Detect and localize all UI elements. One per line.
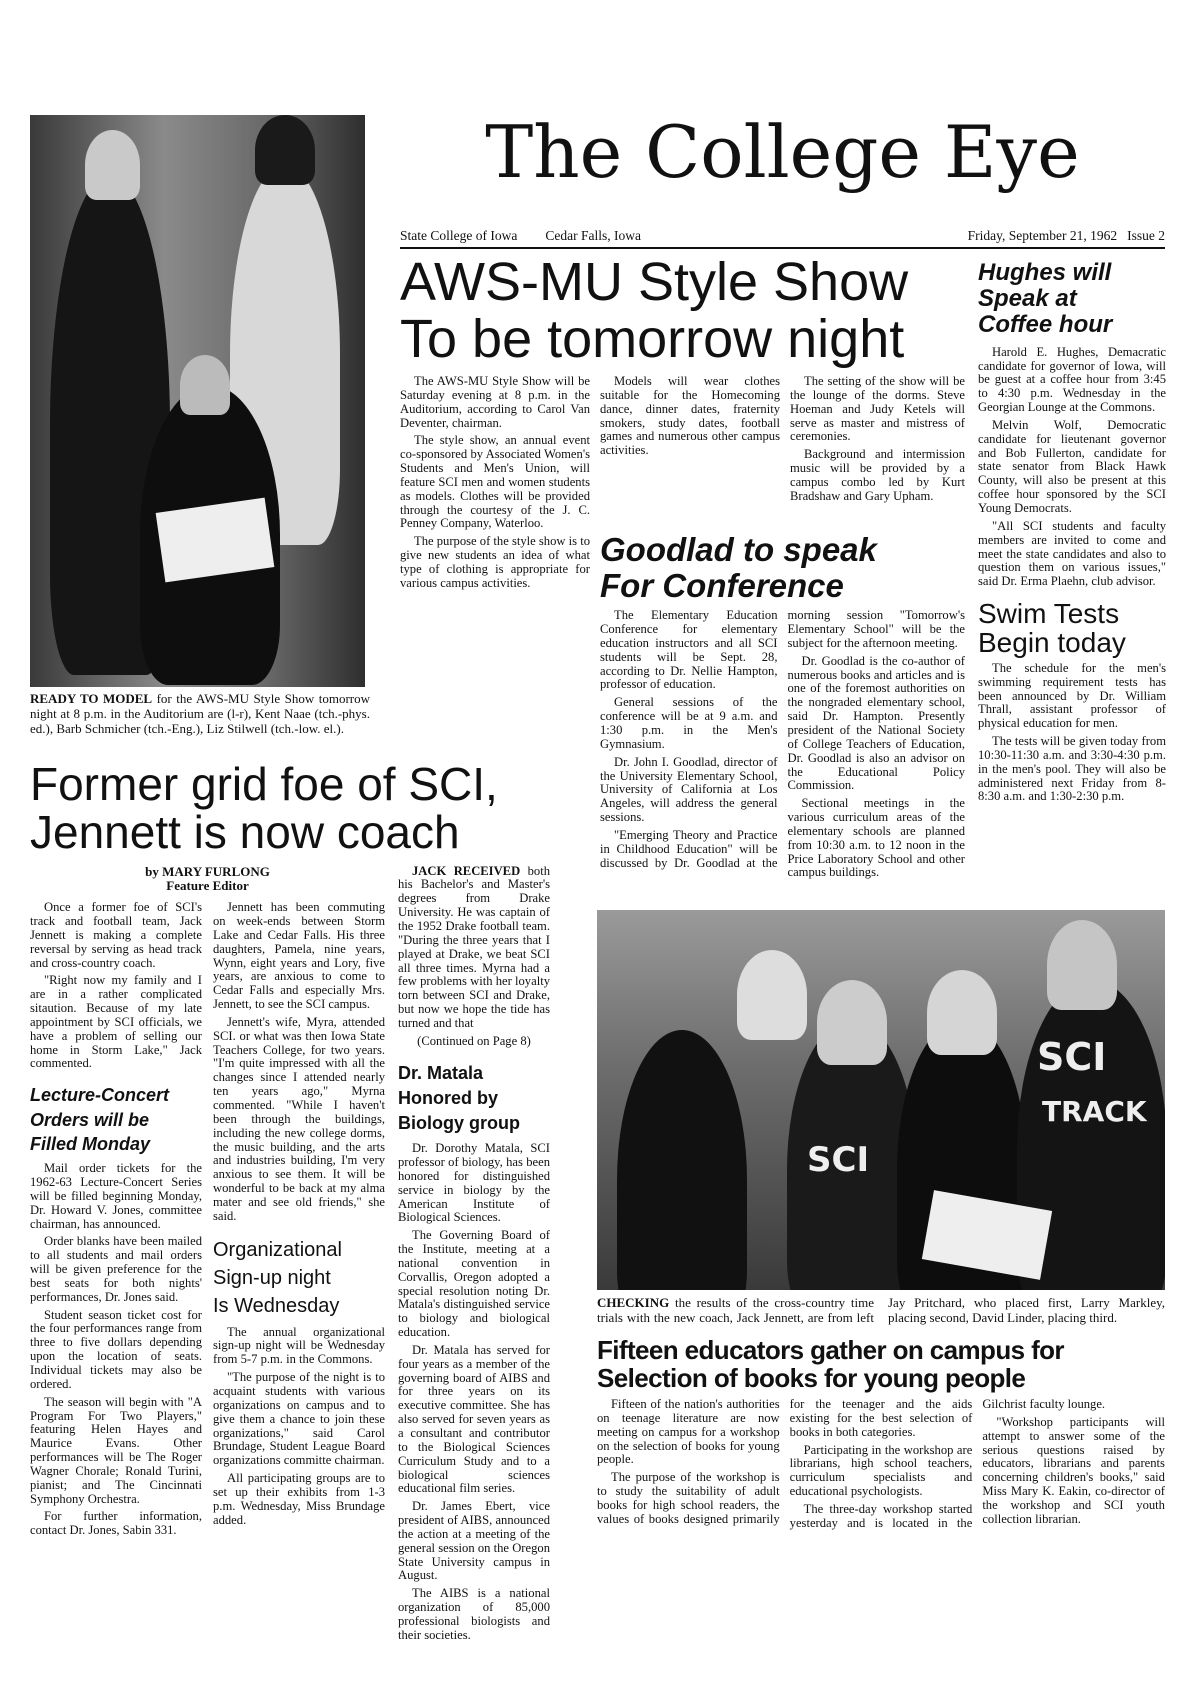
fifteen-article-body	[597, 1398, 1165, 1531]
paragraph: Background and intermission music will be provided by a campus combo led by Kurt Bradshaw and Gary Upham.	[790, 447, 965, 503]
headline-line: AWS-MU Style Show	[400, 252, 909, 312]
bottom-left-section	[30, 760, 550, 1647]
paragraph: The purpose of the workshop is to study the suitability of adult books for high school readers, the values of books designed primarily for the teenager and the aids existing for the best selection of books in both categories.	[597, 1397, 973, 1526]
headline-line: Begin today	[978, 627, 1126, 659]
track-team-photo-caption	[597, 1296, 1165, 1326]
aws-article-column	[400, 375, 590, 595]
paragraph: The AWS-MU Style Show will be Saturday evening at 8 p.m. in the Auditorium, according to Carol Van Deventer, chairman.	[400, 374, 590, 430]
paragraph: Dr. Goodlad is the co-author of numerous books and articles and is one of the foremost authorities on the nongraded elementary school, said Dr. Hampton. Presently president of the National Society of College Teachers of Education, Dr. Goodlad is also an advisor on the Educational Policy Commission.	[787, 653, 965, 793]
shirt-lettering: SCI	[807, 1140, 870, 1180]
caption-lead: CHECKING	[597, 1295, 670, 1310]
goodlad-article	[600, 532, 965, 880]
headline-line: Honored by	[398, 1087, 499, 1108]
headline-line: To be tomorrow night	[400, 308, 905, 369]
paragraph: The style show, an annual event co-sponsored by Associated Women's Students and Men's Union, will feature SCI men and women students as models. Clothes will be provided through the courtesy of the J. C. Penney Company, Waterloo.	[400, 433, 590, 531]
paragraph: "Emerging Theory and Practice in Childhood Education" will be discussed by Dr. Goodlad at the morning session "Tomorrow's Elementary School" will be the subject for the afternoon meeting.	[600, 608, 965, 870]
dateline	[400, 228, 1165, 249]
paragraph: The setting of the show will be the lounge of the dorms. Steve Hoeman and Judy Ketels will serve as master and mistress of ceremonies.	[790, 374, 965, 444]
paragraph: Dr. Dorothy Matala, SCI professor of biology, has been honored for distinguished service in biology by the American Institute of Biological Sciences.	[398, 1141, 550, 1225]
bottom-right-section	[597, 910, 1165, 1531]
byline-title: Feature Editor	[166, 877, 249, 893]
city: Cedar Falls, Iowa	[545, 228, 641, 243]
headline-line: Sign-up night	[213, 1266, 331, 1289]
byline-author: by MARY FURLONG	[145, 863, 270, 879]
paragraph: Participating in the workshop are librarians, high school teachers, curriculum specialists and educational psychologists.	[789, 1442, 973, 1499]
headline-line: Goodlad to speak	[600, 531, 877, 568]
paragraph: Dr. Matala has served for four years as a member of the governing board of AIBS and for three years on its executive committee. She has also served for seven years as a consultant and contributor to the Biological Sciences Curriculum Study and to a biological sciences educational film series.	[398, 1342, 550, 1496]
paragraph: Student season ticket cost for the four performances range from three to five dollars depending upon the location of seats. Individual tickets may also be ordered.	[30, 1307, 202, 1391]
headline-line: Speak at	[978, 284, 1077, 312]
style-show-photo-caption	[30, 692, 370, 737]
lecture-headline	[30, 1083, 202, 1156]
paragraph: "The purpose of the night is to acquaint students with various organizations on campus and to give them a chance to join these organizations," said Carol Brundage, Student League Board organizations committe chairman.	[213, 1370, 385, 1468]
paragraph: Jennett has been commuting on week-ends between Storm Lake and Cedar Falls. His three daughters, Pamela, nine years, Wynn, eight years and Lory, five years, are anxious to come to Cedar Falls and especially Mrs. Jennett, to see the SCI campus.	[213, 900, 385, 1012]
headline-line: Swim Tests	[978, 598, 1120, 630]
headline-line: Coffee hour	[978, 310, 1113, 338]
byline	[30, 865, 385, 894]
swim-headline	[978, 599, 1166, 658]
headline-line: Former grid foe of SCI,	[30, 758, 498, 810]
paragraph: "Workshop participants will attempt to answer some of the serious questions raised by educators, librarians and parents concerning children's books," said Miss Mary K. Eakin, co-director of the workshop and SCI youth collection librarian.	[982, 1414, 1165, 1526]
paragraph: Mail order tickets for the 1962-63 Lecture-Concert Series will be filled beginning Monday, Dr. Howard V. Jones, committee chairman, has announced.	[30, 1161, 202, 1231]
hughes-headline	[978, 260, 1166, 338]
headline-line: Fifteen educators gather on campus for	[597, 1334, 1064, 1365]
lecture-article-body	[30, 1162, 202, 1538]
paragraph: Harold E. Hughes, Demacratic candidate for governor of Iowa, will be guest at a coffee hour from 3:45 to 4:30 p.m. Wednesday in the Georgian Lounge at the Commons.	[978, 344, 1166, 415]
matala-headline	[398, 1061, 550, 1137]
jennett-article-continued	[398, 865, 550, 1049]
paragraph: Models will wear clothes suitable for the Homecoming dance, dinner dates, fraternity smokers, study dates, football games and numerous other campus activities.	[600, 374, 780, 458]
paragraph: The tests will be given today from 10:30-11:30 a.m. and 3:30-4:30 p.m. in the men's pool. They will also be administered next Friday from 8-8:30 a.m. and 1:30-2:30 p.m.	[978, 734, 1166, 804]
jennett-article-column	[213, 901, 385, 1223]
hughes-article-body	[978, 346, 1166, 589]
caption-text: for the AWS-MU Style Show tomorrow night at 8 p.m. in the Auditorium are (l-r), Kent Naae (tch.-phys. ed.), Barb Schmicher (tch.-Eng.), Liz Stilwell (tch.-low. el.).	[30, 691, 370, 736]
swim-article-body	[978, 662, 1166, 804]
headline-line: For Conference	[600, 566, 844, 604]
paragraph: Jennett's wife, Myra, attended SCI. or what was then Iowa State Teachers College, for two years. "I'm quite impressed with all the changes since I attended nearly ten years ago," Myrna commented. "While I haven't been through the buildings, including the new college dorms, the music building, and the arts and industries building, I'm very anxious to see them. It will be wonderful to be back at my alma mater and see old friends," she said.	[213, 1014, 385, 1223]
paragraph: General sessions of the conference will be at 9 a.m. and 1:30 p.m. in the Men's Gymnasium.	[600, 695, 778, 751]
paragraph: The Governing Board of the Institute, meeting at a national convention in Corvallis, Oregon adopted a special resolution noting Dr. Matala's distinguished service to biology and biological education.	[398, 1228, 550, 1340]
headline-line: Biology group	[398, 1112, 520, 1133]
paragraph: The purpose of the style show is to give new students an idea of what type of clothing is appropriate for various campus activities.	[400, 534, 590, 590]
aws-article-column	[600, 375, 780, 462]
paragraph: both his Bachelor's and Master's degrees from Drake University. He was captain of the 1952 Drake football team. "During the three years that I played at Drake, we beat SCI all three times. Myrna had a few problems with her loyalty torn between SCI and Drake, but now we hope the tide has turned and that	[398, 863, 550, 1030]
paragraph: The annual organizational sign-up night will be Wednesday from 5-7 p.m. in the Commons.	[213, 1324, 385, 1367]
paragraph: The three-day workshop started yesterday and is located in the Gilchrist faculty lounge.	[789, 1397, 1106, 1530]
paragraph: Order blanks have been mailed to all students and mail orders will be given preference for the best seats for both nights' performances, Dr. Jones said.	[30, 1234, 202, 1304]
paragraph: Dr. John I. Goodlad, director of the University Elementary School, University of California at Los Angeles, will address the general sessions.	[600, 754, 778, 825]
paragraph: The Elementary Education Conference for elementary education instructors and all SCI students will be Sept. 28, according to Dr. Nellie Hampton, professor of education.	[600, 608, 778, 692]
paragraph: The season will begin with "A Program For Two Players," featuring Helen Hayes and Maurice Evans. Other performances will be The Roger Wagner Chorale; Ronald Turini, pianist; and The Cincinnati Symphony Orchestra.	[30, 1394, 202, 1506]
paragraph: Sectional meetings in the various curriculum areas of the elementary schools are planned from 10:30 a.m. to 12 noon in the Price Laboratory School and other campus buildings.	[787, 796, 965, 880]
track-team-photo	[597, 910, 1165, 1290]
headline-line: Hughes will	[978, 259, 1112, 286]
goodlad-article-body	[600, 609, 965, 880]
continued-link[interactable]: (Continued on Page 8)	[417, 1033, 531, 1048]
headline-line: Orders will be	[30, 1109, 150, 1130]
paragraph: Fifteen of the nation's authorities on teenage literature are now meeting on campus for a workshop on the selection of books for young people.	[597, 1397, 780, 1467]
headline-line: Selection of books for young people	[597, 1362, 1026, 1393]
issue-number: Issue 2	[1127, 228, 1165, 243]
paragraph: All participating groups are to set up their exhibits from 1-3 p.m. Wednesday, Miss Brundage added.	[213, 1471, 385, 1527]
aws-article-column	[790, 375, 965, 508]
paragraph: Melvin Wolf, Democratic candidate for lieutenant governor and Bob Fullerton, candidate for state senator from Black Hawk County, will also be present at this coffee hour sponsored by the SCI Young Democrats.	[978, 417, 1166, 515]
matala-article-body	[398, 1142, 550, 1643]
right-column	[978, 260, 1166, 808]
paragraph: The AIBS is a national organization of 85,000 professional biologists and their societies.	[398, 1586, 550, 1642]
masthead-title: The College Eye	[485, 110, 1080, 194]
headline-line: Jennett is now coach	[30, 806, 460, 859]
caption-text: the results of the cross-country time trials with the new coach, Jack Jennett, are from left Jay Pritchard, who placed first, Larry Markley, placing second, David Linder, placing third.	[597, 1295, 1165, 1325]
paragraph: Dr. James Ebert, vice president of AIBS, announced the action at a meeting of the general session on the Oregon State University campus in August.	[398, 1499, 550, 1583]
organizational-article-body	[213, 1326, 385, 1528]
fifteen-headline	[597, 1336, 1165, 1392]
paragraph: "Right now my family and I are in a rather complicated sitaution. Because of my late appointment by SCI officials, we have a problem of selling our home in Storm Lake," Jack commented.	[30, 973, 202, 1071]
headline-line: Lecture-Concert	[30, 1085, 170, 1106]
goodlad-headline	[600, 532, 965, 603]
paragraph: "All SCI students and faculty members are invited to come and meet the state candidates and also to question them on various issues," said Dr. Erma Plaehn, club advisor.	[978, 518, 1166, 589]
school-name: State College of Iowa	[400, 228, 518, 243]
issue-date: Friday, September 21, 1962	[967, 228, 1118, 243]
aws-headline	[400, 254, 970, 367]
paragraph: Once a former foe of SCI's track and football team, Jack Jennett is making a complete reversal by serving as head track and cross-country coach.	[30, 900, 202, 970]
headline-line: Is Wednesday	[213, 1294, 340, 1317]
lead-in: JACK RECEIVED	[412, 863, 521, 878]
jennett-headline	[30, 760, 550, 857]
paragraph: For further information, contact Dr. Jones, Sabin 331.	[30, 1509, 202, 1538]
organizational-headline	[213, 1236, 385, 1320]
style-show-photo	[30, 115, 365, 687]
paragraph: The schedule for the men's swimming requirement tests has been announced by Dr. William Thrall, assistant professor of physical education for men.	[978, 660, 1166, 731]
style-show-photo-block	[30, 115, 370, 737]
shirt-lettering: SCI	[1037, 1035, 1107, 1079]
headline-line: Dr. Matala	[398, 1062, 484, 1083]
shirt-lettering: TRACK	[1042, 1095, 1147, 1128]
headline-line: Organizational	[213, 1238, 342, 1261]
headline-line: Filled Monday	[30, 1133, 151, 1154]
jennett-article-column	[30, 901, 202, 1071]
caption-lead: READY TO MODEL	[30, 691, 153, 706]
